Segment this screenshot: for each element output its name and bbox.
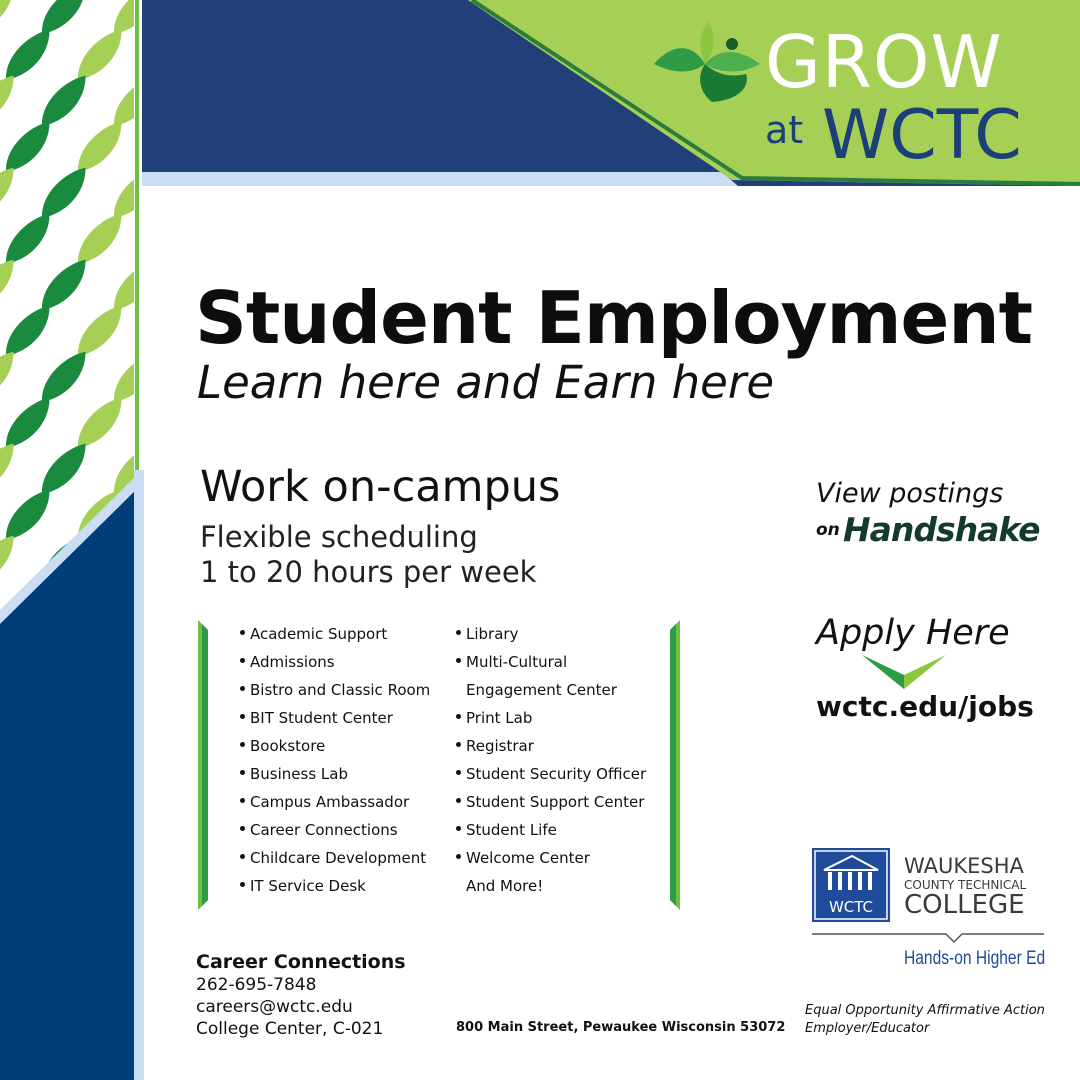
department-label: Multi-Cultural xyxy=(466,653,568,671)
leaf-shape xyxy=(0,350,26,404)
department-item xyxy=(456,872,646,900)
leaf-shape xyxy=(0,212,62,266)
contact-email[interactable]: careers@wctc.edu xyxy=(196,997,353,1017)
bullet-icon xyxy=(240,686,245,691)
leaf-shape xyxy=(102,74,134,128)
department-item xyxy=(240,620,430,648)
department-label: Childcare Development xyxy=(250,849,427,867)
list-bracket-right xyxy=(670,620,680,910)
department-label: Bistro and Classic Room xyxy=(250,681,431,699)
leaf-shape xyxy=(30,258,98,312)
department-label: Engagement Center xyxy=(466,681,617,699)
department-item xyxy=(240,788,430,816)
leaf-shape xyxy=(0,0,26,36)
department-label: Library xyxy=(466,625,519,643)
department-label: Campus Ambassador xyxy=(250,793,410,811)
bullet-icon xyxy=(456,742,461,747)
leaf-shape xyxy=(66,212,134,266)
department-item xyxy=(240,676,430,704)
grow-wordmark: GROW xyxy=(765,20,1003,104)
bullet-icon xyxy=(240,826,245,831)
page-subtitle: Learn here and Earn here xyxy=(197,356,775,409)
department-label: Registrar xyxy=(466,737,534,755)
department-list-right xyxy=(456,620,646,900)
work-line-flexible: Flexible scheduling xyxy=(200,520,478,554)
department-label: Career Connections xyxy=(250,821,398,839)
eeo-line1: Equal Opportunity Affirmative Action xyxy=(805,1003,1045,1018)
leaf-shape xyxy=(66,28,134,82)
handshake-logo[interactable]: Handshake xyxy=(843,510,1040,549)
on-text: on xyxy=(816,520,840,540)
department-item xyxy=(240,816,430,844)
department-list-left xyxy=(240,620,430,900)
page-title: Student Employment xyxy=(195,276,1032,360)
bullet-icon xyxy=(456,770,461,775)
bullet-icon xyxy=(240,770,245,775)
department-label: Student Security Officer xyxy=(466,765,647,783)
department-item xyxy=(240,648,430,676)
college-tagline: Hands-on Higher Ed xyxy=(904,948,1046,969)
bullet-icon xyxy=(456,658,461,663)
department-item xyxy=(240,704,430,732)
leaf-shape xyxy=(30,74,98,128)
college-logo xyxy=(812,848,1052,978)
leaf-shape xyxy=(30,350,98,404)
department-item xyxy=(456,620,646,648)
leaf-shape xyxy=(66,396,134,450)
bullet-icon xyxy=(456,630,461,635)
leaf-shape xyxy=(0,28,62,82)
leaf-shape xyxy=(30,166,98,220)
college-name-line1: WAUKESHA xyxy=(904,854,1024,878)
leaf-shape xyxy=(0,304,62,358)
department-item xyxy=(456,676,646,704)
eeo-line2: Employer/Educator xyxy=(805,1021,930,1036)
work-heading: Work on-campus xyxy=(200,462,561,512)
bullet-icon xyxy=(456,714,461,719)
leaf-shape xyxy=(0,258,26,312)
department-label: Business Lab xyxy=(250,765,348,783)
contact-block xyxy=(196,950,406,1040)
department-item xyxy=(456,844,646,872)
leaf-shape xyxy=(102,258,134,312)
bullet-icon xyxy=(240,742,245,747)
leaf-shape xyxy=(102,166,134,220)
chevron-down-icon xyxy=(862,655,946,689)
leaf-shape xyxy=(66,304,134,358)
department-label: Student Life xyxy=(466,821,557,839)
department-label: Academic Support xyxy=(250,625,388,643)
department-item xyxy=(240,760,430,788)
department-label: Welcome Center xyxy=(466,849,590,867)
bullet-icon xyxy=(240,658,245,663)
department-label: IT Service Desk xyxy=(250,877,366,895)
contact-heading: Career Connections xyxy=(196,951,406,973)
leaf-shape xyxy=(0,166,26,220)
bullet-icon xyxy=(456,854,461,859)
leaf-shape xyxy=(66,120,134,174)
college-name-line2: COUNTY TECHNICAL xyxy=(904,878,1027,892)
leaf-shape xyxy=(102,350,134,404)
department-label: BIT Student Center xyxy=(250,709,393,727)
college-name-line3: COLLEGE xyxy=(904,890,1025,920)
department-item xyxy=(240,732,430,760)
department-item xyxy=(456,648,646,676)
department-item xyxy=(240,872,430,900)
department-label: Bookstore xyxy=(250,737,326,755)
leaf-shape xyxy=(0,120,62,174)
department-item xyxy=(456,732,646,760)
department-item xyxy=(456,816,646,844)
department-item xyxy=(456,704,646,732)
department-label: Admissions xyxy=(250,653,335,671)
department-label: Student Support Center xyxy=(466,793,645,811)
bullet-icon xyxy=(456,798,461,803)
bullet-icon xyxy=(240,798,245,803)
bullet-icon xyxy=(240,714,245,719)
leaf-shape xyxy=(0,74,26,128)
logo-divider xyxy=(812,932,1044,946)
department-label: Print Lab xyxy=(466,709,533,727)
bullet-icon xyxy=(240,630,245,635)
department-item xyxy=(456,788,646,816)
at-word: at xyxy=(765,108,804,152)
department-item xyxy=(240,844,430,872)
list-bracket-left xyxy=(198,620,208,910)
blue-corner-block xyxy=(0,470,150,1080)
bullet-icon xyxy=(456,826,461,831)
wctc-wordmark: WCTC xyxy=(822,96,1022,175)
leaf-shape xyxy=(30,0,98,36)
view-postings-text: View postings xyxy=(816,478,1004,509)
leaf-shape xyxy=(0,396,62,450)
department-label: And More! xyxy=(466,877,544,895)
bullet-icon xyxy=(240,854,245,859)
sprout-icon xyxy=(650,18,765,108)
bullet-icon xyxy=(240,882,245,887)
college-badge-text: WCTC xyxy=(828,898,874,916)
street-address: 800 Main Street, Pewaukee Wisconsin 53072 xyxy=(456,1020,786,1035)
work-line-hours: 1 to 20 hours per week xyxy=(200,555,537,589)
department-item xyxy=(456,760,646,788)
apply-url-link[interactable]: wctc.edu/jobs xyxy=(816,690,1034,723)
contact-phone[interactable]: 262-695-7848 xyxy=(196,975,317,995)
contact-location: College Center, C-021 xyxy=(196,1019,384,1039)
apply-here-label: Apply Here xyxy=(816,613,1010,653)
eeo-statement xyxy=(805,1002,1045,1038)
